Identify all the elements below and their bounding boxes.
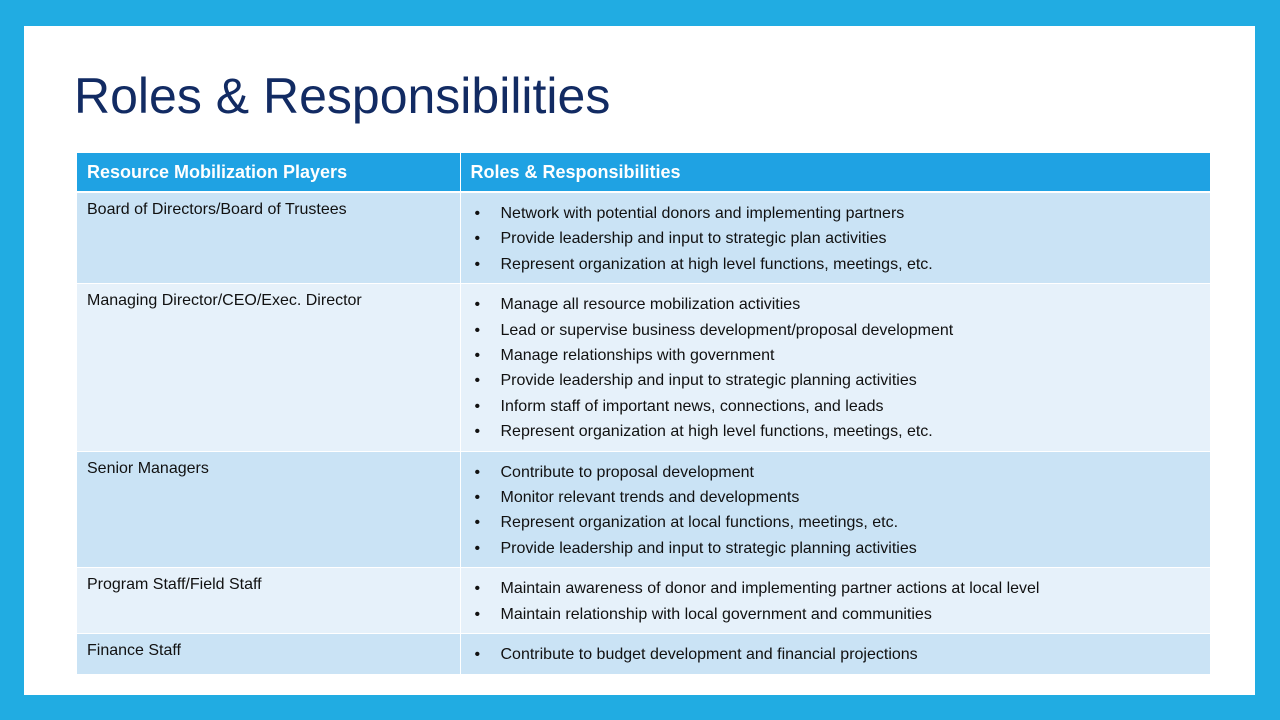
roles-list bbox=[471, 460, 1201, 568]
role-item: • Maintain awareness of donor and implementing partner actions at local level bbox=[471, 576, 1201, 601]
role-item: • Maintain relationship with local government and communities bbox=[471, 602, 1201, 627]
table-row bbox=[77, 568, 1211, 634]
roles-cell bbox=[460, 451, 1211, 568]
role-item: • Manage relationships with government bbox=[471, 343, 1201, 368]
player-cell: Finance Staff bbox=[77, 634, 460, 674]
header-players: Resource Mobilization Players bbox=[77, 153, 460, 192]
table-header-row bbox=[77, 153, 1211, 192]
player-cell: Managing Director/CEO/Exec. Director bbox=[77, 284, 460, 451]
roles-list bbox=[471, 201, 1201, 283]
player-cell: Program Staff/Field Staff bbox=[77, 568, 460, 634]
role-item: • Represent organization at local functions, meetings, etc. bbox=[471, 510, 1201, 535]
roles-cell bbox=[460, 192, 1211, 284]
roles-cell bbox=[460, 568, 1211, 634]
roles-list bbox=[471, 292, 1201, 450]
role-item: • Manage all resource mobilization activities bbox=[471, 292, 1201, 317]
slide-canvas bbox=[24, 26, 1255, 695]
slide-title: Roles & Responsibilities bbox=[74, 68, 611, 124]
role-item: • Contribute to proposal development bbox=[471, 460, 1201, 485]
role-item: • Lead or supervise business development/proposal development bbox=[471, 318, 1201, 343]
roles-list bbox=[471, 576, 1201, 633]
table-row bbox=[77, 634, 1211, 674]
roles-table bbox=[77, 153, 1211, 675]
table-row bbox=[77, 451, 1211, 568]
table-row bbox=[77, 192, 1211, 284]
player-cell: Senior Managers bbox=[77, 451, 460, 568]
roles-list bbox=[471, 642, 1201, 673]
role-item: • Provide leadership and input to strategic planning activities bbox=[471, 368, 1201, 393]
role-item: • Represent organization at high level functions, meetings, etc. bbox=[471, 419, 1201, 444]
role-item: • Inform staff of important news, connections, and leads bbox=[471, 394, 1201, 419]
role-item: • Represent organization at high level functions, meetings, etc. bbox=[471, 252, 1201, 277]
role-item: • Contribute to budget development and financial projections bbox=[471, 642, 1201, 667]
roles-cell bbox=[460, 634, 1211, 674]
role-item: • Network with potential donors and implementing partners bbox=[471, 201, 1201, 226]
roles-cell bbox=[460, 284, 1211, 451]
header-roles: Roles & Responsibilities bbox=[460, 153, 1211, 192]
table-row bbox=[77, 284, 1211, 451]
player-cell: Board of Directors/Board of Trustees bbox=[77, 192, 460, 284]
role-item: • Monitor relevant trends and developments bbox=[471, 485, 1201, 510]
role-item: • Provide leadership and input to strategic plan activities bbox=[471, 226, 1201, 251]
role-item: • Provide leadership and input to strategic planning activities bbox=[471, 536, 1201, 561]
